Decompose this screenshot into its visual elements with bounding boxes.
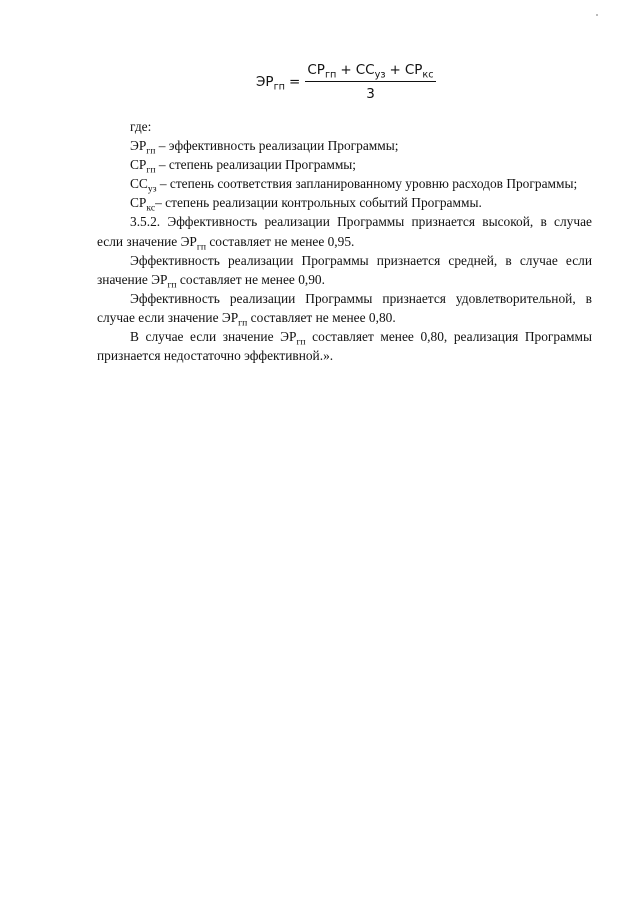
where-label: где: bbox=[130, 119, 152, 134]
efficiency-formula bbox=[256, 62, 436, 102]
definition-er-gp: $ЭР_{гп}$ – эффективность реализации Программы; bbox=[130, 138, 399, 157]
formula-fraction bbox=[305, 62, 435, 102]
scan-speck bbox=[596, 14, 598, 16]
paragraph-medium: Эффективность реализации Программы признается средней, в случае если значение $ЭР_{гп}$ составляет не менее 0,90. bbox=[97, 252, 592, 291]
paragraph-high: 3.5.2. Эффективность реализации Программы признается высокой, в случае если значение $ЭР_{гп}$ составляет не менее 0,95. bbox=[97, 214, 592, 252]
formula-lhs: $ЭР_{гп}$ bbox=[256, 74, 286, 93]
formula-equals: = bbox=[289, 74, 301, 90]
definition-sr-gp: $СР_{гп}$ – степень реализации Программы; bbox=[130, 157, 357, 176]
document-body bbox=[97, 117, 592, 365]
paragraph-insufficient: В случае если значение $ЭР_{гп}$ составляет менее 0,80, реализация Программы признается недостаточно эффективной.». bbox=[97, 329, 592, 364]
definition-sr-ks: $СР_{кс}-$ степень реализации контрольных событий Программы. bbox=[130, 195, 482, 214]
formula-denominator: 3 bbox=[366, 86, 375, 102]
formula-numerator: $СР_{гп} + СС_{уз} + СР_{кс}$ bbox=[307, 62, 434, 81]
paragraph-satisfactory: Эффективность реализации Программы признается удовлетворительной, в случае если значение $ЭР_{гп}$ составляет не менее 0,80. bbox=[97, 290, 592, 329]
definition-ss-uz: $СС_{уз}$ – степень соответствия запланированному уровню расходов Программы; bbox=[130, 176, 578, 195]
